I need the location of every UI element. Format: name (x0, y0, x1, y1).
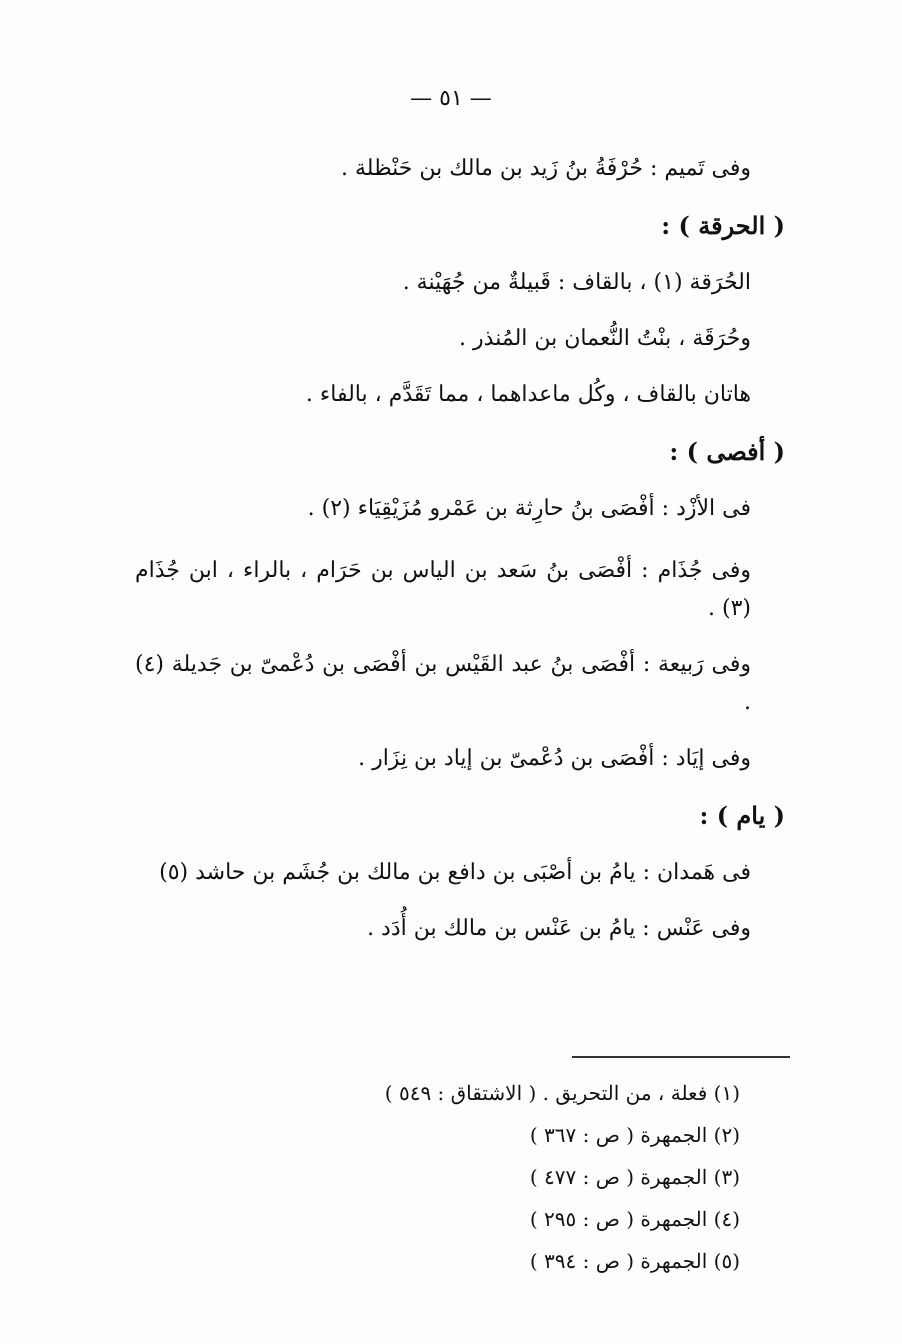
section-heading: ( أفصى ) : (669, 437, 785, 466)
footnote: (٢) الجمهرة ( ص : ٣٦٧ ) (529, 1123, 740, 1147)
page-number: — ٥١ — (410, 86, 492, 111)
text-line: وفى جُذَام : أفْصَى بنُ سَعد بن الياس بن حَرَام ، بالراء ، ابن جُذَام (٣) . (135, 558, 751, 621)
text-line: وفى عَنْس : يامُ بن عَنْس بن مالك بن أُدَد . (367, 916, 751, 941)
text-line: وفى تَميم : حُرْفَةُ بنُ زَيد بن مالك بن حَنْظلة . (341, 156, 751, 181)
section-heading: ( الحرقة ) : (661, 211, 785, 240)
text-line: وفى إيَاد : أفْصَى بن دُعْمىّ بن إياد بن نِزَار . (358, 746, 751, 771)
footnote: (٤) الجمهرة ( ص : ٢٩٥ ) (529, 1207, 740, 1231)
footnote: (٥) الجمهرة ( ص : ٣٩٤ ) (529, 1249, 740, 1273)
section-heading: ( يام ) : (699, 801, 785, 830)
footnote-divider (572, 1056, 790, 1058)
text-line: وفى رَبيعة : أفْصَى بنُ عبد القَيْس بن أفْصَى بن دُعْمىّ بن جَديلة (٤) . (135, 652, 751, 715)
main-text (135, 150, 785, 948)
text-line: هاتان بالقاف ، وكُل ماعداهما ، مما تَقَدَّم ، بالفاء . (305, 382, 751, 407)
footnote: (١) فعلة ، من التحريق . ( الاشتقاق : ٥٤٩ ) (384, 1081, 740, 1105)
text-line: وحُرَقَة ، بنْتُ النُّعمان بن المُنذر . (459, 326, 751, 351)
text-line: فى الأزْد : أفْصَى بنُ حارِثة بن عَمْرو مُزَيْقِيَاء (٢) . (307, 496, 751, 521)
text-line: الحُرَقة (١) ، بالقاف : قَبيلةٌ من جُهَيْنة . (402, 270, 751, 295)
text-line: فى هَمدان : يامُ بن أصْبَى بن دافع بن مالك بن جُشَم بن حاشد (٥) (159, 860, 751, 885)
footnotes (250, 1072, 740, 1282)
footnote: (٣) الجمهرة ( ص : ٤٧٧ ) (529, 1165, 740, 1189)
